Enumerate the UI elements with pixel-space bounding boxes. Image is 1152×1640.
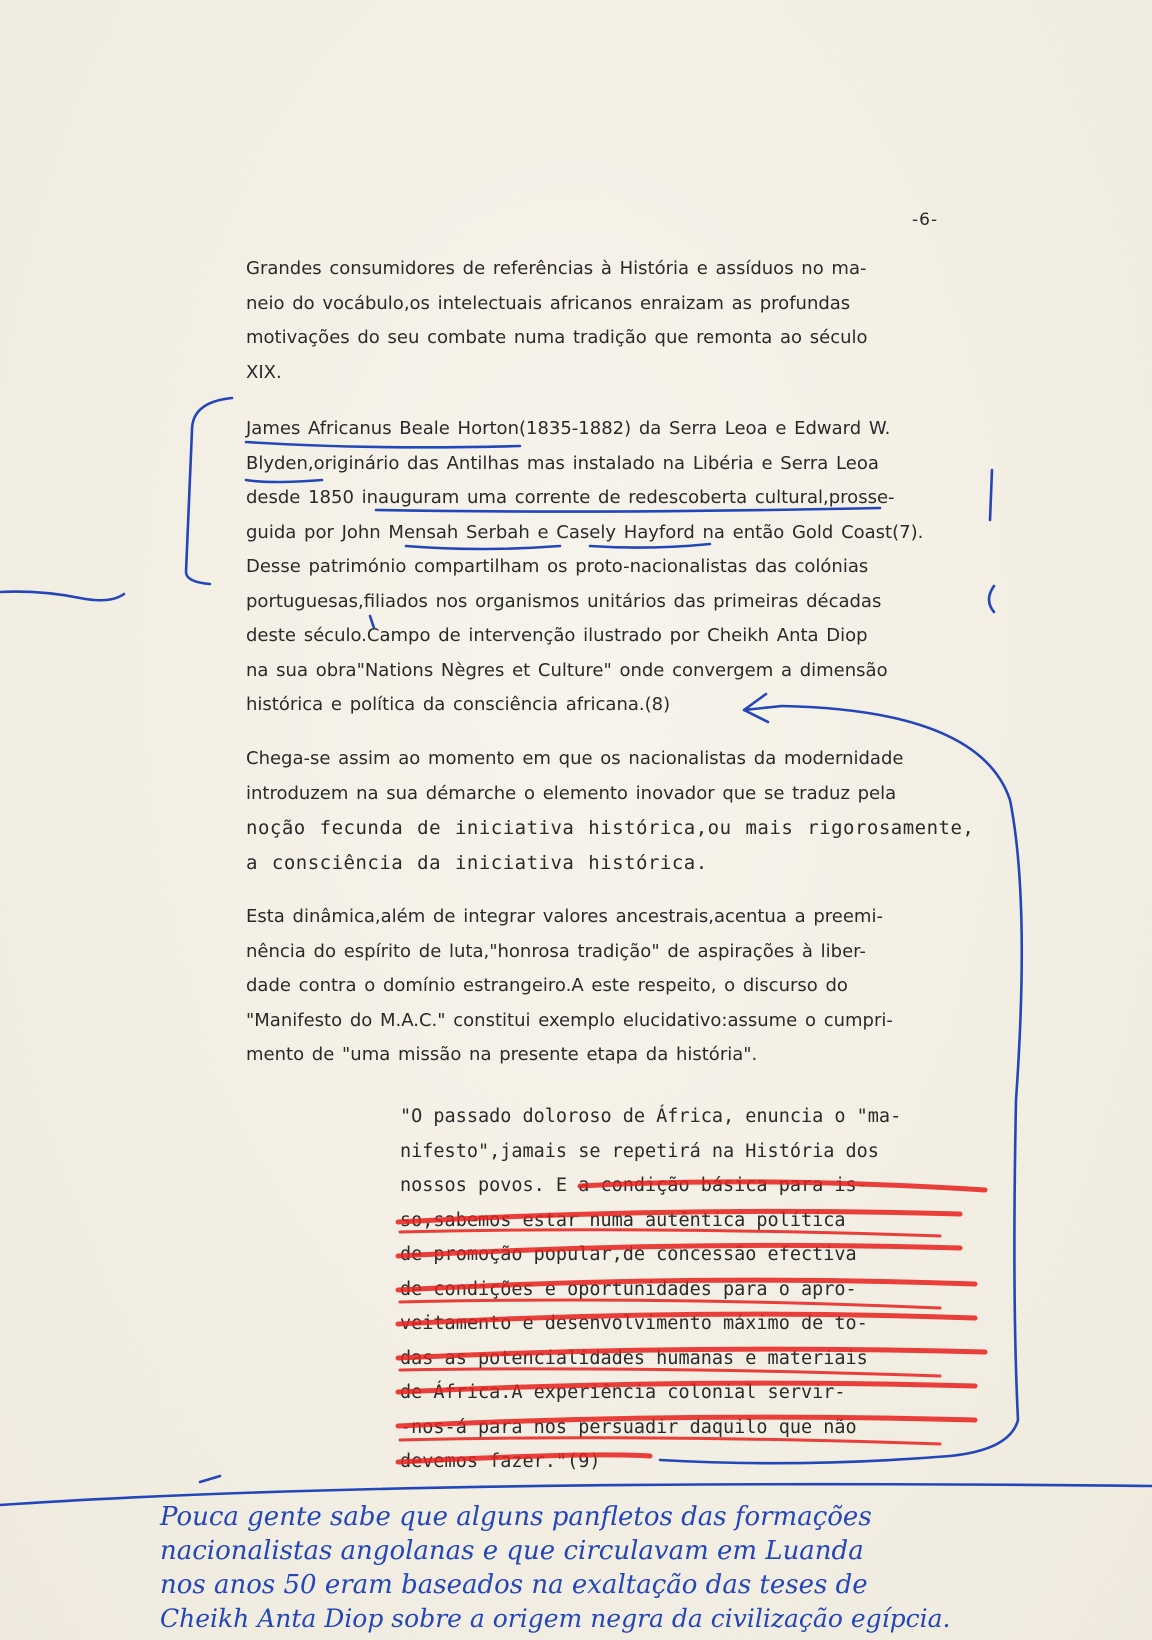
note-line: nos anos 50 eram baseados na exaltação das teses de: [160, 1570, 868, 1600]
quote-line: "O passado doloroso de África, enuncia o "ma-: [400, 1106, 902, 1127]
text-line: neio do vocábulo,os intelectuais africanos enraizam as profundas: [246, 292, 851, 314]
handwritten-note: [160, 1500, 1090, 1636]
quote-line: de promoção popular,de concessão efectiva: [400, 1244, 857, 1265]
quote-line: de condições e oportunidades para o apro-: [400, 1278, 857, 1300]
quote-line: -nos-á para nos persuadir daquilo que não: [400, 1416, 857, 1438]
text-line: Esta dinâmica,além de integrar valores ancestrais,acentua a preemi-: [246, 906, 883, 927]
paragraph-2: [246, 412, 956, 723]
quote-line: das as potencialidades humanas e materiais: [400, 1347, 868, 1369]
text-line: "Manifesto do M.A.C." constitui exemplo elucidativo:assume o cumpri-: [246, 1009, 893, 1031]
text-line: James Africanus Beale Horton(1835-1882) da Serra Leoa e Edward W.: [246, 418, 891, 439]
text-line: portuguesas,filiados nos organismos unitários das primeiras décadas: [246, 590, 882, 612]
text-line: Grandes consumidores de referências à História e assíduos no ma-: [246, 258, 867, 279]
text-line: dade contra o domínio estrangeiro.A este respeito, o discurso do: [246, 975, 848, 996]
text-line: mento de "uma missão na presente etapa da história".: [246, 1044, 758, 1065]
quote-line: devemos fazer."(9): [400, 1451, 601, 1472]
note-line: Pouca gente sabe que alguns panfletos das formações: [160, 1502, 872, 1532]
quote-line: veitamento e desenvolvimento máximo de to-: [400, 1313, 868, 1334]
text-line: Blyden,originário das Antilhas mas instalado na Libéria e Serra Leoa: [246, 452, 879, 474]
text-line: motivações do seu combate numa tradição que remonta ao século: [246, 327, 868, 348]
text-line: Desse património compartilham os proto-nacionalistas das colónias: [246, 556, 869, 577]
quote-line: nossos povos. E a condição básica para is-: [400, 1175, 868, 1196]
quote-line: so,sabemos estar numa autêntica política: [400, 1209, 846, 1231]
quote-line: de África.A experiência colonial servir-: [400, 1382, 846, 1403]
quote-line: nifesto",jamais se repetirá na História dos: [400, 1140, 879, 1162]
paragraph-3: [246, 742, 975, 880]
page-number: -6-: [912, 210, 939, 230]
manifesto-quote: [400, 1100, 980, 1480]
text-line: introduzem na sua démarche o elemento inovador que se traduz pela: [246, 782, 897, 804]
text-line: nência do espírito de luta,"honrosa tradição" de aspirações à liber-: [246, 940, 866, 962]
text-line: Chega-se assim ao momento em que os nacionalistas da modernidade: [246, 748, 904, 769]
text-line: histórica e política da consciência africana.(8): [246, 694, 671, 715]
paragraph-4: [246, 900, 956, 1073]
paragraph-1: [246, 252, 956, 390]
text-line: deste século.Campo de intervenção ilustrado por Cheikh Anta Diop: [246, 625, 868, 646]
text-line: guida por John Mensah Serbah e Casely Hayford na então Gold Coast(7).: [246, 521, 924, 543]
note-line: nacionalistas angolanas e que circulavam em Luanda: [160, 1536, 864, 1566]
text-line: noção fecunda de iniciativa histórica,ou mais rigorosamente,: [246, 817, 975, 839]
text-line: na sua obra"Nations Nègres et Culture" onde convergem a dimensão: [246, 659, 888, 681]
text-line: desde 1850 inauguram uma corrente de redescoberta cultural,prosse-: [246, 487, 895, 508]
text-line: XIX.: [246, 361, 282, 383]
text-line: a consciência da iniciativa histórica.: [246, 851, 708, 874]
note-line: Cheikh Anta Diop sobre a origem negra da civilização egípcia.: [160, 1604, 951, 1633]
